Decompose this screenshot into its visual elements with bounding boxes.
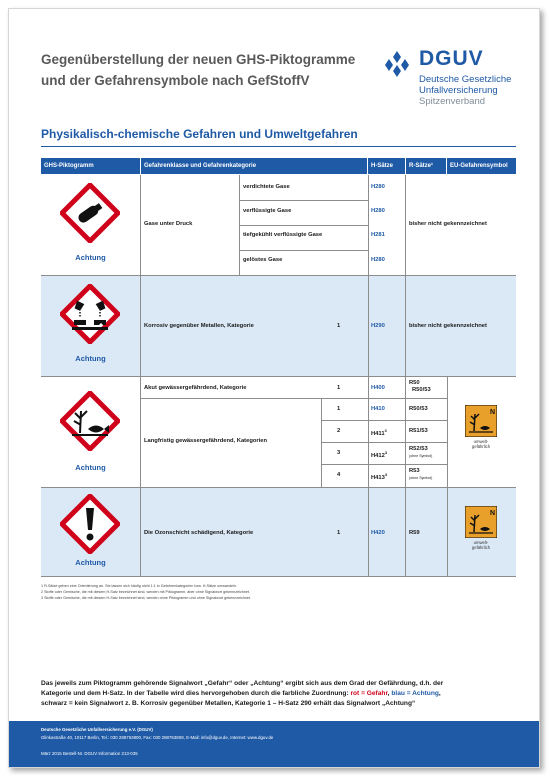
- r-statement: R51/53: [409, 428, 428, 434]
- h-statement: H410: [371, 406, 385, 412]
- h-statement: H281: [371, 232, 385, 238]
- h-statement: H290: [371, 323, 385, 329]
- h-statement: $H413^3$: [371, 472, 388, 481]
- signal-word: Achtung: [75, 463, 106, 472]
- section-rule: [41, 146, 516, 147]
- r-statement: bisher nicht gekennzeichnet: [409, 323, 487, 329]
- class-label: Langfristig gewässergefährdend, Kategorien: [144, 438, 268, 444]
- h-statement: H280: [371, 257, 385, 263]
- footer-org: Deutsche Gesetzliche Unfallversicherung e.V. (DGUV): [41, 727, 153, 732]
- gas-cylinder-icon: [60, 183, 120, 243]
- logo-line-1: Deutsche Gesetzliche: [419, 74, 512, 85]
- category: 3: [337, 450, 341, 456]
- category: 1: [337, 323, 341, 329]
- dguv-emblem-icon: [377, 49, 417, 79]
- row-group-ozone: [41, 488, 516, 576]
- category: 2: [337, 428, 341, 434]
- signal-word: Achtung: [75, 354, 106, 363]
- eu-environment-symbol-icon: [465, 506, 497, 538]
- environment-icon: [60, 391, 120, 451]
- gas-type: gelöstes Gase: [243, 257, 283, 263]
- h-statement: H400: [371, 385, 385, 391]
- document-page: [8, 8, 540, 768]
- row-group-gas: [41, 175, 516, 275]
- h-statement: H420: [371, 530, 385, 536]
- footer-address: Glinkastraße 40, 10117 Berlin, Tel.: 030 288763800, Fax: 030 288763808, E-Mail: info@dguv.de, Internet: www.dguv.de: [41, 735, 274, 740]
- signal-word: Achtung: [75, 558, 106, 567]
- header-eu: EU-Gefahrensymbol: [447, 158, 516, 174]
- picto-cell: [41, 488, 140, 576]
- picto-cell: [41, 175, 140, 275]
- logo-name: DGUV: [419, 47, 484, 70]
- eu-environment-symbol-icon: [465, 405, 497, 437]
- r-statement: R50 R50/53: [409, 380, 431, 393]
- header-rsatz: R-Sätze¹: [406, 158, 446, 174]
- category: 1: [337, 406, 341, 412]
- exclamation-icon: [60, 494, 120, 554]
- signal-word: Achtung: [75, 253, 106, 262]
- r-statement: R52/53 (ohne Symbol): [409, 446, 433, 458]
- row-group-corrosive: [41, 276, 516, 376]
- class-label: Gase unter Druck: [144, 221, 193, 227]
- picto-cell: [41, 377, 140, 487]
- logo-line-2: Unfallversicherung: [419, 85, 498, 96]
- class-label: Die Ozonschicht schädigend, Kategorie: [144, 530, 254, 536]
- gas-type: verflüssigte Gase: [243, 208, 292, 214]
- footnotes: 1 R-Sätze geben eine Orientierung an. Sie lassen sich häufig nicht 1:1 in Gefahrenkategorien bzw. H-Sätze umwandeln. 2 Stoffe oder Gemische, die mit diesem H-Satz bezeichnet sind, werden mit Piktogramm, aber ohne Signalwort gekennzeichnet. 3 Stoffe oder Gemische, die mit diesem H-Satz bezeichnet sind, werden ohne Piktogramm und ohne Signalwort gekennzeichnet.: [41, 584, 252, 600]
- section-title: Physikalisch-chemische Gefahren und Umweltgefahren: [41, 127, 358, 141]
- h-statement: H280: [371, 184, 385, 190]
- h-statement: $H411^3$: [371, 428, 387, 437]
- category: 1: [337, 530, 341, 536]
- class-label: Akut gewässergefährdend, Kategorie: [144, 385, 247, 391]
- logo-line-3: Spitzenverband: [419, 96, 486, 107]
- r-statement: bisher nicht gekennzeichnet: [409, 221, 487, 227]
- row-group-environment: [41, 377, 516, 487]
- svg-text:N: N: [490, 409, 496, 416]
- footer-band: [9, 721, 539, 767]
- eu-caption: umwelt- gefährlich: [471, 439, 491, 449]
- eu-caption: umwelt- gefährlich: [471, 540, 491, 550]
- gas-type: verdichtete Gase: [243, 184, 290, 190]
- header-class: Gefahrenklasse und Gefahrenkategorie: [141, 158, 367, 174]
- document-title: Gegenüberstellung der neuen GHS-Piktogramme und der Gefahrensymbole nach GefStoffV: [41, 52, 356, 88]
- signal-word-explanation: Das jeweils zum Piktogramm gehörende Signalwort „Gefahr“ oder „Achtung“ ergibt sich aus dem Grad der Gefährdung, d.h. der Kategorie und dem H-Satz. In der Tabelle wird dies hervorgehoben durch die farbliche Zuordnung: rot = Gefahr, blau = Achtung, schwarz = kein Signalwort z. B. Korrosiv gegenüber Metallen, Kategorie 1 – H-Satz 290 erhält das Signalwort „Achtung“: [41, 680, 444, 707]
- dguv-logo: [377, 49, 517, 119]
- h-statement: H280: [371, 208, 385, 214]
- r-statement: R50/53: [409, 406, 428, 412]
- class-label: Korrosiv gegenüber Metallen, Kategorie: [144, 323, 254, 329]
- header-hsatz: H-Sätze: [368, 158, 405, 174]
- category: 4: [337, 472, 341, 478]
- header-ghs: GHS-Piktogramm: [41, 158, 140, 174]
- r-statement: R53 (ohne Symbol): [409, 468, 433, 480]
- footer-order: März 2015 Bestell-Nr. DGUV Information 213-035: [41, 751, 138, 756]
- category: 1: [337, 385, 341, 391]
- h-statement: $H412^3$: [371, 450, 388, 459]
- r-statement: R59: [409, 530, 420, 536]
- gas-type: tiefgekühlt verflüssigte Gase: [243, 232, 323, 238]
- corrosion-icon: [60, 284, 120, 344]
- picto-cell: [41, 276, 140, 376]
- svg-text:N: N: [490, 510, 496, 517]
